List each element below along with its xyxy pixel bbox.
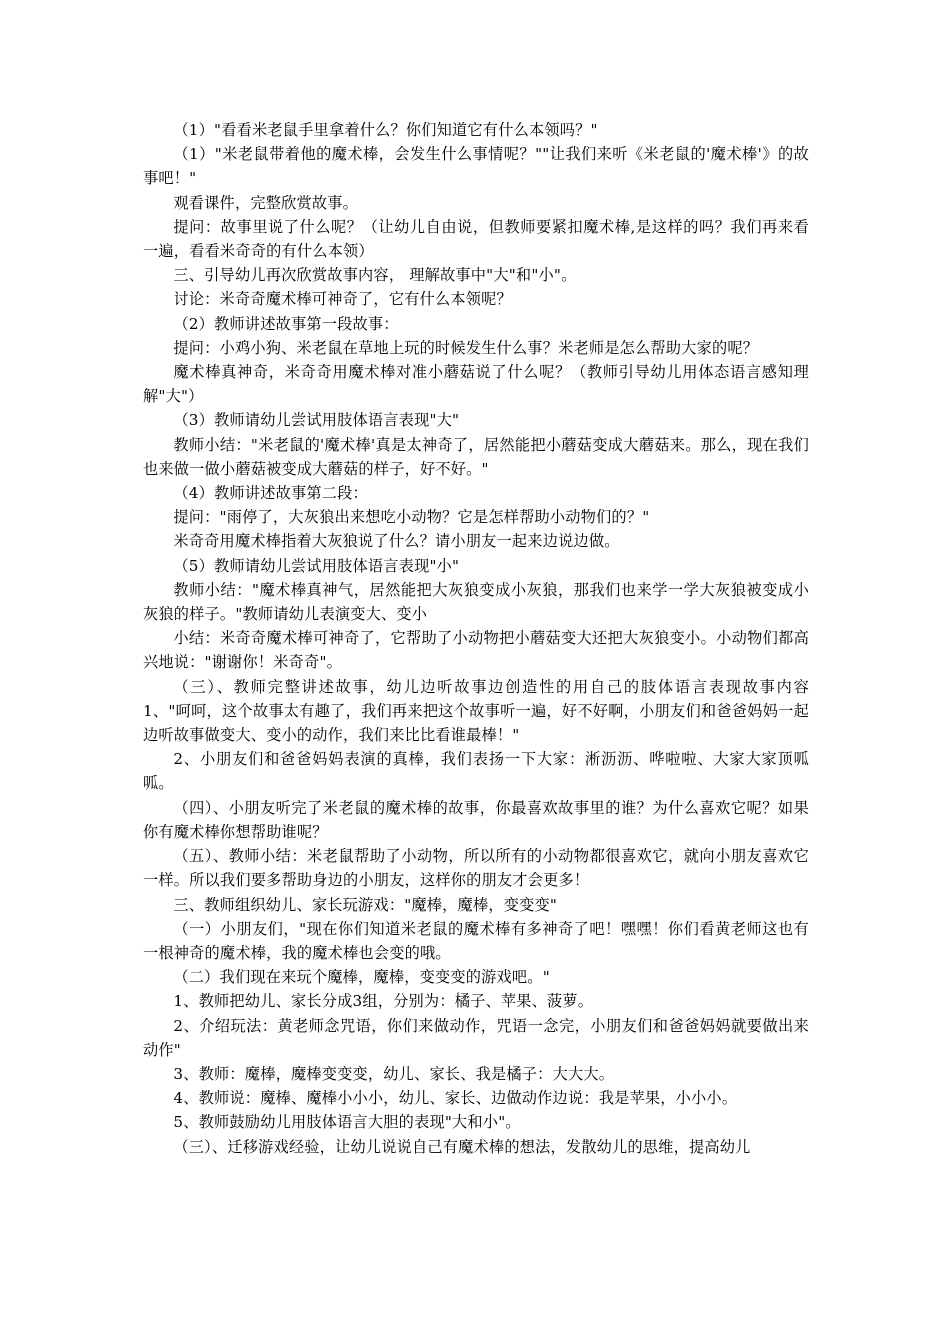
paragraph: 提问：小鸡小狗、米老鼠在草地上玩的时候发生什么事？米老师是怎么帮助大家的呢？ — [173, 338, 759, 357]
document-body — [143, 118, 825, 1159]
paragraph: （4）教师讲述故事第二段： — [173, 484, 368, 503]
paragraph: 米奇奇用魔术棒指着大灰狼说了什么？请小朋友一起来边说边做。 — [173, 532, 620, 551]
paragraph: （3）教师请幼儿尝试用肢体语言表现"大" — [173, 411, 460, 430]
paragraph: （五）、教师小结：米老鼠帮助了小动物，所以所有的小动物都很喜欢它，就向小朋友喜欢它一样。所以我们要多帮助身边的小朋友，这样你的朋友才会更多！ — [143, 847, 809, 890]
paragraph: 三、教师组织幼儿、家长玩游戏："魔棒，魔棒，变变变" — [173, 895, 558, 914]
paragraph: 魔术棒真神奇，米奇奇用魔术棒对准小蘑菇说了什么呢？（教师引导幼儿用体态语言感知理解"大"） — [143, 363, 809, 406]
paragraph: （二）我们现在来玩个魔棒，魔棒，变变变的游戏吧。" — [173, 968, 550, 987]
paragraph: 小结：米奇奇魔术棒可神奇了，它帮助了小动物把小蘑菇变大还把大灰狼变小。小动物们都高兴地说："谢谢你！米奇奇"。 — [143, 629, 809, 672]
paragraph: （三）、教师完整讲述故事，幼儿边听故事边创造性的用自己的肢体语言表现故事内容 1、"呵呵，这个故事太有趣了，我们再来把这个故事听一遍，好不好啊，小朋友们和爸爸妈妈一起边听故事做变大、变小的动作，我们来比比看谁最棒！" — [143, 677, 825, 745]
paragraph: 2、小朋友们和爸爸妈妈表演的真棒，我们表扬一下大家：淅沥沥、哗啦啦、大家大家顶呱呱。 — [143, 750, 809, 793]
paragraph: （2）教师讲述故事第一段故事： — [173, 314, 399, 333]
paragraph: 观看课件，完整欣赏故事。 — [173, 193, 359, 212]
paragraph: （三）、迁移游戏经验，让幼儿说说自己有魔术棒的想法，发散幼儿的思维，提高幼儿 — [173, 1137, 751, 1156]
paragraph: 提问："雨停了，大灰狼出来想吃小动物？它是怎样帮助小动物们的？" — [173, 508, 650, 527]
paragraph: 三、引导幼儿再次欣赏故事内容， 理解故事中"大"和"小"。 — [173, 266, 577, 285]
paragraph: （1）"米老鼠带着他的魔术棒，会发生什么事情呢？""让我们来听《米老鼠的'魔术棒'》的故事吧！" — [143, 145, 809, 188]
paragraph: （1）"看看米老鼠手里拿着什么？你们知道它有什么本领吗？" — [173, 121, 598, 139]
paragraph: 教师小结："魔术棒真神气，居然能把大灰狼变成小灰狼，那我们也来学一学大灰狼被变成小灰狼的样子。"教师请幼儿表演变大、变小 — [143, 580, 809, 624]
paragraph: 3、教师：魔棒，魔棒变变变，幼儿、家长、我是橘子：大大大。 — [173, 1064, 615, 1083]
paragraph: （一）小朋友们，"现在你们知道米老鼠的魔术棒有多神奇了吧！嘿嘿！你们看黄老师这也有一根神奇的魔术棒，我的魔术棒也会变的哦。 — [143, 919, 809, 962]
paragraph: （四）、小朋友听完了米老鼠的魔术棒的故事，你最喜欢故事里的谁？为什么喜欢它呢？如果你有魔术棒你想帮助谁呢？ — [143, 798, 809, 841]
paragraph: 讨论：米奇奇魔术棒可神奇了，它有什么本领呢？ — [173, 290, 512, 309]
paragraph: 2、介绍玩法：黄老师念咒语，你们来做动作，咒语一念完，小朋友们和爸爸妈妈就要做出来动作" — [143, 1016, 809, 1059]
paragraph: 教师小结："米老鼠的'魔术棒'真是太神奇了，居然能把小蘑菇变成大蘑菇来。那么，现在我们也来做一做小蘑菇被变成大蘑菇的样子，好不好。" — [143, 435, 809, 478]
paragraph: 4、教师说：魔棒、魔棒小小小，幼儿、家长、边做动作边说：我是苹果，小小小。 — [173, 1089, 738, 1108]
paragraph: （5）教师请幼儿尝试用肢体语言表现"小" — [173, 556, 460, 575]
paragraph: 提问：故事里说了什么呢？（让幼儿自由说，但教师要紧扣魔术棒,是这样的吗？我们再来看一遍，看看米奇奇的有什么本领） — [143, 217, 809, 261]
paragraph: 1、教师把幼儿、家长分成3组，分别为：橘子、苹果、菠萝。 — [173, 992, 594, 1011]
paragraph: 5、教师鼓励幼儿用肢体语言大胆的表现"大和小"。 — [173, 1113, 521, 1132]
